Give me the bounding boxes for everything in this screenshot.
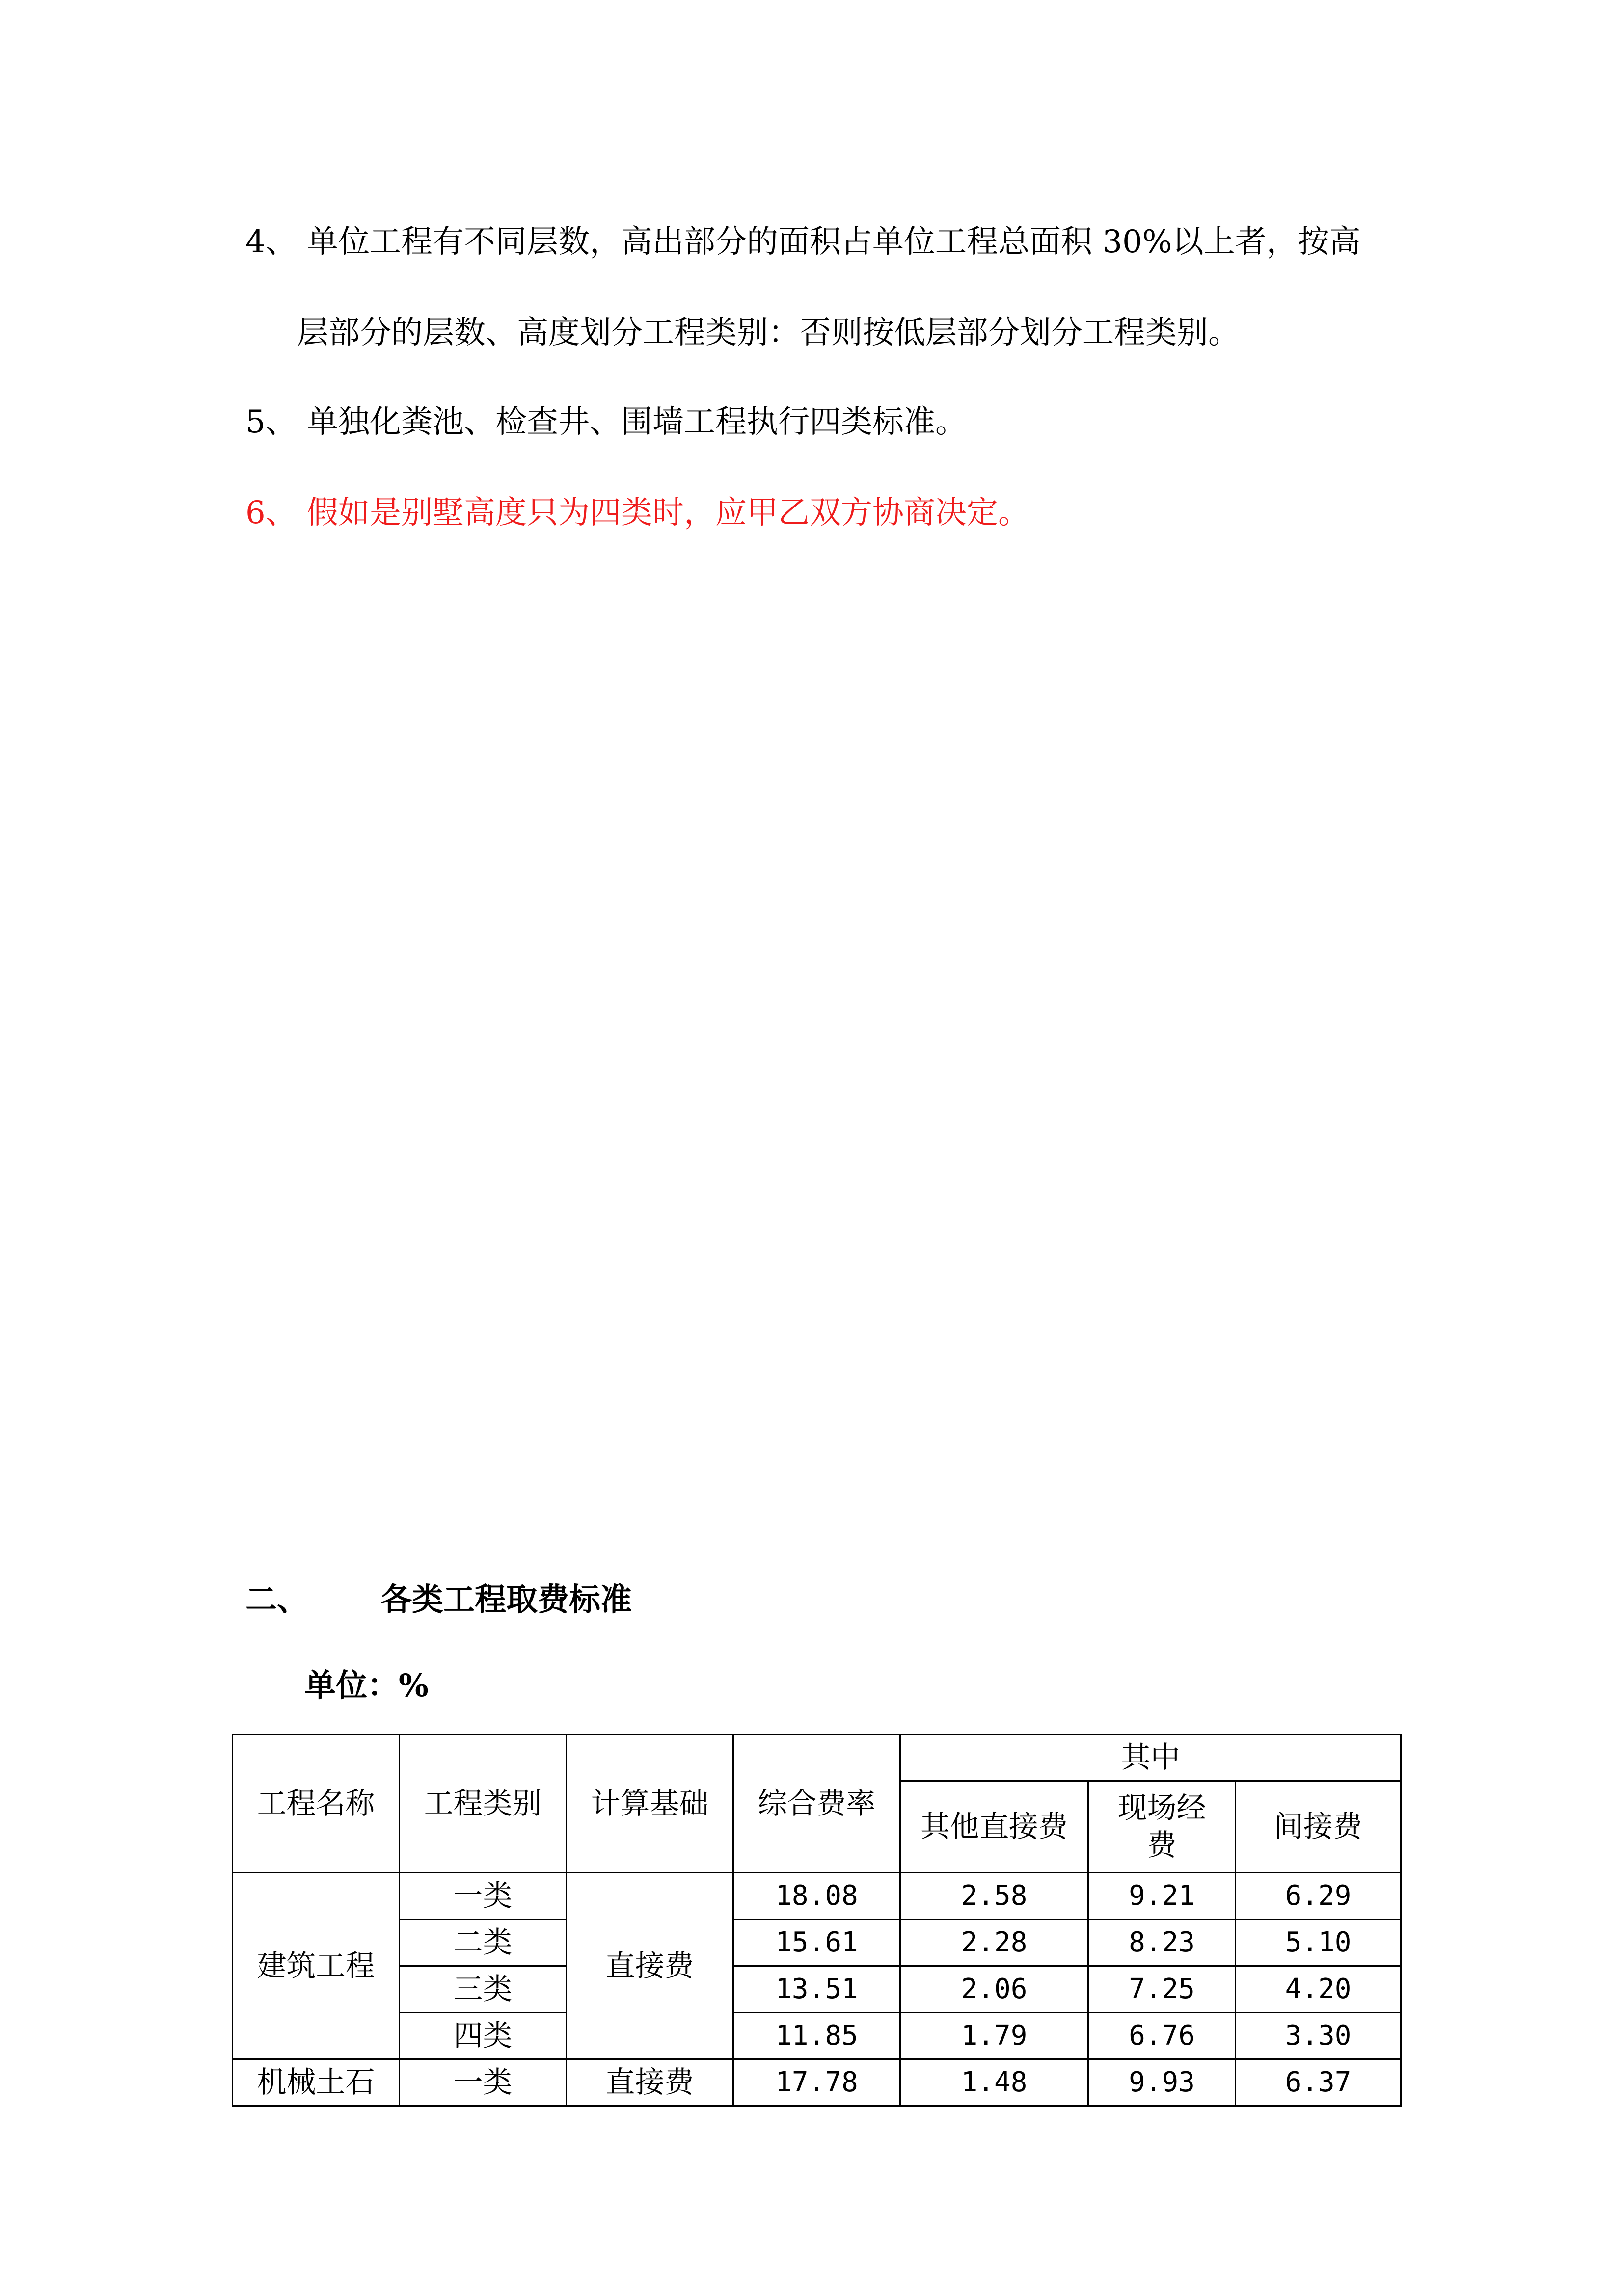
header-basis: 计算基础 bbox=[567, 1735, 733, 1873]
table-row bbox=[233, 1920, 1401, 1966]
list-item-4 bbox=[245, 222, 1361, 262]
cell-indirect: 6.29 bbox=[1236, 1873, 1401, 1920]
list-item-4-continuation: 层部分的层数、高度划分工程类别：否则按低层部分划分工程类别。 bbox=[297, 315, 1240, 351]
list-item-number: 5、 bbox=[245, 404, 297, 440]
cell-other-direct: 2.58 bbox=[900, 1873, 1088, 1920]
cell-name: 建筑工程 bbox=[233, 1873, 400, 2059]
cell-other-direct: 2.28 bbox=[900, 1920, 1088, 1966]
cell-site: 9.93 bbox=[1088, 2059, 1236, 2106]
header-group: 其中 bbox=[900, 1735, 1401, 1781]
cell-other-direct: 2.06 bbox=[900, 1966, 1088, 2013]
header-other-direct: 其他直接费 bbox=[900, 1781, 1088, 1873]
list-item-5 bbox=[245, 402, 967, 442]
cell-rate: 15.61 bbox=[733, 1920, 900, 1966]
cell-category: 一类 bbox=[400, 2059, 567, 2106]
list-item-6 bbox=[245, 493, 1029, 533]
cell-category: 三类 bbox=[400, 1966, 567, 2013]
cell-basis: 直接费 bbox=[567, 1873, 733, 2059]
cell-basis: 直接费 bbox=[567, 2059, 733, 2106]
cell-site: 7.25 bbox=[1088, 1966, 1236, 2013]
section-heading bbox=[245, 1580, 632, 1620]
header-name: 工程名称 bbox=[233, 1735, 400, 1873]
cell-indirect: 6.37 bbox=[1236, 2059, 1401, 2106]
cell-other-direct: 1.79 bbox=[900, 2013, 1088, 2059]
cell-site: 8.23 bbox=[1088, 1920, 1236, 1966]
cell-indirect: 4.20 bbox=[1236, 1966, 1401, 2013]
fee-standard-table bbox=[232, 1734, 1402, 2107]
list-item-text: 假如是别墅高度只为四类时，应甲乙双方协商决定。 bbox=[307, 495, 1029, 531]
header-site: 现场经费 bbox=[1088, 1781, 1236, 1873]
cell-category: 一类 bbox=[400, 1873, 567, 1920]
header-indirect: 间接费 bbox=[1236, 1781, 1401, 1873]
cell-rate: 18.08 bbox=[733, 1873, 900, 1920]
list-item-number: 4、 bbox=[245, 224, 297, 260]
table-row bbox=[233, 1873, 1401, 1920]
section-number: 二、 bbox=[245, 1581, 308, 1618]
cell-indirect: 5.10 bbox=[1236, 1920, 1401, 1966]
table-row bbox=[233, 2059, 1401, 2106]
section-title: 各类工程取费标准 bbox=[380, 1581, 632, 1618]
cell-site: 9.21 bbox=[1088, 1873, 1236, 1920]
cell-rate: 13.51 bbox=[733, 1966, 900, 2013]
cell-site: 6.76 bbox=[1088, 2013, 1236, 2059]
cell-rate: 11.85 bbox=[733, 2013, 900, 2059]
list-item-text: 单独化粪池、检查井、围墙工程执行四类标准。 bbox=[307, 404, 967, 440]
cell-category: 四类 bbox=[400, 2013, 567, 2059]
header-rate: 综合费率 bbox=[733, 1735, 900, 1873]
cell-category: 二类 bbox=[400, 1920, 567, 1966]
list-item-number: 6、 bbox=[245, 495, 297, 531]
header-category: 工程类别 bbox=[400, 1735, 567, 1873]
cell-rate: 17.78 bbox=[733, 2059, 900, 2106]
unit-label: 单位：% bbox=[304, 1667, 429, 1704]
table-row bbox=[233, 1966, 1401, 2013]
cell-name: 机械土石 bbox=[233, 2059, 400, 2106]
cell-other-direct: 1.48 bbox=[900, 2059, 1088, 2106]
cell-indirect: 3.30 bbox=[1236, 2013, 1401, 2059]
table-row bbox=[233, 2013, 1401, 2059]
list-item-text: 单位工程有不同层数，高出部分的面积占单位工程总面积 30%以上者，按高 bbox=[307, 224, 1361, 260]
